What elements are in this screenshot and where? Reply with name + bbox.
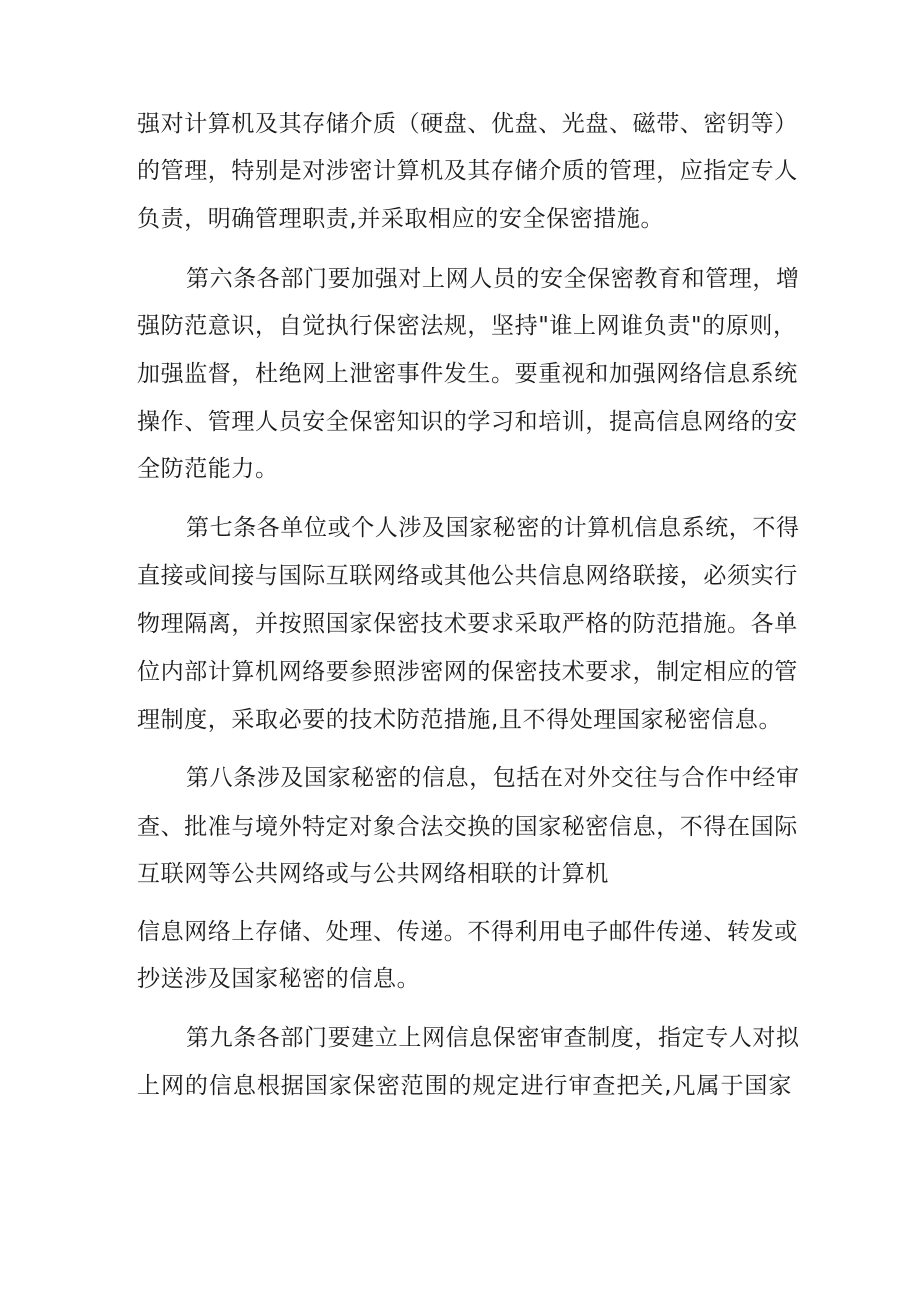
text-line: 查、批准与境外特定对象合法交换的国家秘密信息，不得在国际 (137, 814, 798, 840)
text-line: 全防范能力。 (137, 456, 279, 482)
paragraph-first-line: 第九条各部门要建立上网信息保密审查制度，指定专人对拟 (186, 1025, 800, 1051)
paragraph-first-line: 第七条各单位或个人涉及国家秘密的计算机信息系统，不得 (186, 515, 800, 541)
paragraph-first-line: 第八条涉及国家秘密的信息，包括在对外交往与合作中经审 (186, 765, 800, 791)
text-line: 互联网等公共网络或与公共网络相联的计算机 (137, 861, 609, 887)
text-line: 物理隔离，并按照国家保密技术要求采取严格的防范措施。各单 (137, 611, 798, 637)
paragraph-first-line: 第六条各部门要加强对上网人员的安全保密教育和管理，增 (186, 266, 800, 292)
text-line: 负责，明确管理职责,并采取相应的安全保密措施。 (137, 206, 665, 232)
text-line: 理制度，采取必要的技术防范措施,且不得处理国家秘密信息。 (137, 707, 783, 733)
text-line: 抄送涉及国家秘密的信息。 (137, 966, 421, 992)
text-line: 操作、管理人员安全保密知识的学习和培训，提高信息网络的安 (137, 409, 798, 435)
text-line: 信息网络上存储、处理、传递。不得利用电子邮件传递、转发或 (137, 919, 798, 945)
text-line: 直接或间接与国际互联网络或其他公共信息网络联接，必须实行 (137, 563, 798, 589)
text-line: 强对计算机及其存储介质（硬盘、优盘、光盘、磁带、密钥等） (137, 111, 798, 137)
text-line: 加强监督，杜绝网上泄密事件发生。要重视和加强网络信息系统 (137, 361, 798, 387)
text-line: 位内部计算机网络要参照涉密网的保密技术要求，制定相应的管 (137, 659, 798, 685)
text-line: 上网的信息根据国家保密范围的规定进行审查把关,凡属于国家 (137, 1073, 792, 1099)
text-line: 强防范意识，自觉执行保密法规，坚持"谁上网谁负责"的原则， (137, 313, 797, 339)
text-line: 的管理，特别是对涉密计算机及其存储介质的管理，应指定专人 (137, 158, 798, 184)
